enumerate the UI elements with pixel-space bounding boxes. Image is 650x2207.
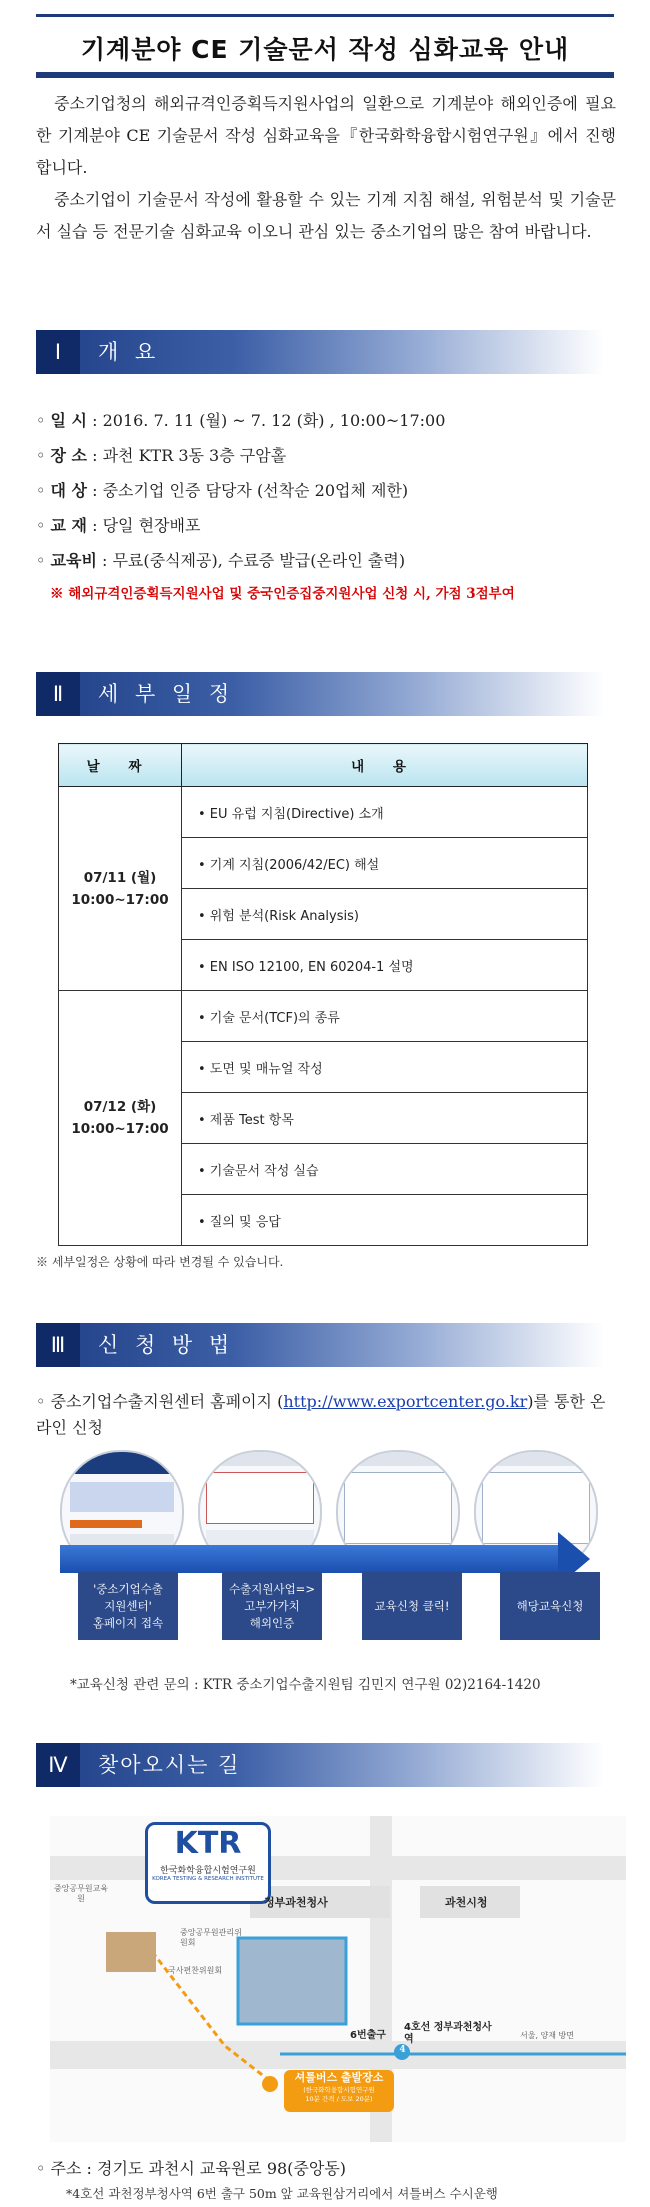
page-title: 기계분야 CE 기술문서 작성 심화교육 안내 bbox=[80, 35, 570, 64]
overview-key: 교육비 bbox=[50, 551, 97, 570]
overview-key: 대 상 bbox=[50, 481, 88, 500]
location-map bbox=[50, 1816, 626, 2142]
schedule-item: • EN ISO 12100, EN 60204-1 설명 bbox=[182, 940, 588, 991]
apply-contact: *교육신청 관련 문의 : KTR 중소기업수출지원팀 김민지 연구원 02)2164-1420 bbox=[70, 1677, 541, 1693]
map-label-exit-6: 6번출구 bbox=[350, 2030, 386, 2041]
schedule-item: • 위험 분석(Risk Analysis) bbox=[182, 889, 588, 940]
shuttle-bus-badge: 셔틀버스 출발장소 (한국화학융합시험연구원 10분 간격 / 도보 20분) bbox=[284, 2070, 394, 2112]
schedule-item: • 질의 및 응답 bbox=[182, 1195, 588, 1246]
section-number: Ⅰ bbox=[36, 330, 80, 374]
schedule-item: • 기술 문서(TCF)의 종류 bbox=[182, 991, 588, 1042]
section-schedule-header bbox=[36, 672, 604, 716]
exportcenter-link[interactable]: http://www.exportcenter.go.kr bbox=[283, 1392, 528, 1411]
column-header-content: 내 용 bbox=[182, 744, 588, 787]
title-rule-top bbox=[36, 14, 614, 17]
map-label-kindergarten: 중앙공무원교육원 bbox=[53, 1884, 109, 1903]
ktr-logo: KTR bbox=[174, 1826, 242, 1861]
overview-key: 일 시 bbox=[50, 411, 88, 430]
section-apply-header bbox=[36, 1323, 604, 1367]
ktr-building bbox=[106, 1932, 156, 1972]
map-label-gwanriwon: 중앙공무원관리위원회 bbox=[180, 1928, 242, 1947]
overview-value: 당일 현장배포 bbox=[102, 516, 201, 535]
schedule-footnote: ※ 세부일정은 상황에 따라 변경될 수 있습니다. bbox=[36, 1255, 284, 1269]
map-line-4-badge: 4 bbox=[399, 2045, 406, 2055]
schedule-item: • 기술문서 작성 실습 bbox=[182, 1144, 588, 1195]
step-2: 수출지원사업=> 고부가가치 해외인증 bbox=[222, 1572, 322, 1640]
section-label: 세 부 일 정 bbox=[98, 682, 235, 706]
intro-paragraph-1: 중소기업청의 해외규격인증획득지원사업의 일환으로 기계분야 해외인증에 필요한 기계분야 CE 기술문서 작성 심화교육을『한국화학융합시험연구원』에서 진행합니다. bbox=[36, 94, 616, 177]
process-arrow bbox=[60, 1545, 560, 1573]
title-rule-bottom bbox=[36, 72, 614, 78]
column-header-date: 날 짜 bbox=[59, 744, 182, 787]
overview-value: 무료(중식제공), 수료증 발급(온라인 출력) bbox=[112, 551, 406, 570]
table-row bbox=[59, 787, 588, 838]
section-number: Ⅳ bbox=[36, 1743, 80, 1787]
overview-row-target: ◦ 대 상 : 중소기업 인증 담당자 (선착순 20업체 제한) bbox=[36, 481, 409, 500]
step-4: 해당교육신청 bbox=[500, 1572, 600, 1640]
schedule-date-cell: 07/12 (화) 10:00~17:00 bbox=[59, 991, 182, 1246]
ktr-logo-card: KTR 한국화학융합시험연구원 KOREA TESTING & RESEARCH INSTITUTE bbox=[145, 1822, 271, 1904]
apply-instructions: ◦ 중소기업수출지원센터 홈페이지 (http://www.exportcenter.go.kr)를 통한 온라인 신청 bbox=[36, 1392, 606, 1437]
step-3: 교육신청 클릭! bbox=[362, 1572, 462, 1640]
overview-key: 장 소 bbox=[50, 446, 88, 465]
shuttle-note: *4호선 과천정부청사역 6번 출구 50m 앞 교육원삼거리에서 셔틀버스 수시운행 bbox=[66, 2186, 498, 2201]
schedule-item: • EU 유럽 지침(Directive) 소개 bbox=[182, 787, 588, 838]
map-label-government-complex: 정부과천청사 bbox=[264, 1896, 328, 1909]
overview-row-fee: ◦ 교육비 : 무료(중식제공), 수료증 발급(온라인 출력) bbox=[36, 551, 406, 570]
intro-paragraph-2: 중소기업이 기술문서 작성에 활용할 수 있는 기계 지침 해설, 위험분석 및 기술문서 실습 등 전문기술 심화교육 이오니 관심 있는 중소기업의 많은 참여 바랍니다. bbox=[36, 190, 616, 241]
section-number: Ⅱ bbox=[36, 672, 80, 716]
overview-row-place: ◦ 장 소 : 과천 KTR 3동 3층 구암홀 bbox=[36, 446, 287, 465]
schedule-date-cell: 07/11 (월) 10:00~17:00 bbox=[59, 787, 182, 991]
map-label-station: 4호선 정부과천청사역 bbox=[404, 2022, 492, 2045]
address-line: ◦ 주소 : 경기도 과천시 교육원로 98(중앙동) bbox=[36, 2159, 347, 2178]
schedule-item: • 기계 지침(2006/42/EC) 해설 bbox=[182, 838, 588, 889]
table-row bbox=[59, 991, 588, 1042]
step-1: '중소기업수출 지원센터' 홈페이지 접속 bbox=[78, 1572, 178, 1640]
schedule-item: • 도면 및 매뉴얼 작성 bbox=[182, 1042, 588, 1093]
schedule-header-row bbox=[59, 744, 588, 787]
section-label: 찾아오시는 길 bbox=[98, 1753, 241, 1777]
bonus-points-note: ※ 해외규격인증획득지원사업 및 중국인증집중지원사업 신청 시, 가점 3점부여 bbox=[50, 586, 515, 602]
section-number: Ⅲ bbox=[36, 1323, 80, 1367]
map-label-seoul-direction: 서울, 양재 방면 bbox=[520, 2031, 574, 2040]
overview-value: 중소기업 인증 담당자 (선착순 20업체 제한) bbox=[102, 481, 409, 500]
overview-key: 교 재 bbox=[50, 516, 88, 535]
overview-row-material: ◦ 교 재 : 당일 현장배포 bbox=[36, 516, 201, 535]
schedule-table bbox=[58, 743, 588, 1246]
map-label-gukdo: 국사편찬위원회 bbox=[168, 1966, 223, 1975]
overview-value: 2016. 7. 11 (월) ~ 7. 12 (화) , 10:00~17:00 bbox=[102, 411, 446, 430]
section-label: 신 청 방 법 bbox=[98, 1333, 235, 1357]
overview-value: 과천 KTR 3동 3층 구암홀 bbox=[102, 446, 287, 465]
section-overview-header bbox=[36, 330, 604, 374]
schedule-item: • 제품 Test 항목 bbox=[182, 1093, 588, 1144]
map-label-city-hall: 과천시청 bbox=[445, 1896, 488, 1909]
overview-row-date: ◦ 일 시 : 2016. 7. 11 (월) ~ 7. 12 (화) , 10:00~17:00 bbox=[36, 411, 446, 430]
section-label: 개 요 bbox=[98, 340, 161, 364]
section-directions-header bbox=[36, 1743, 604, 1787]
